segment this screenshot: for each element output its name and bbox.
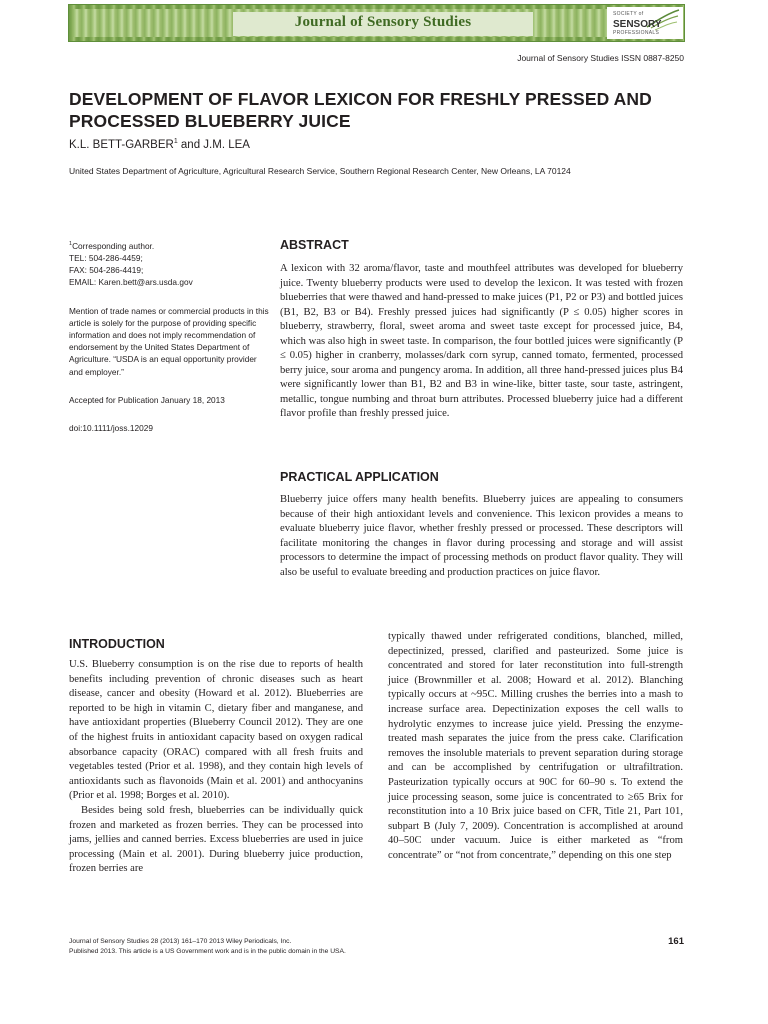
telephone: TEL: 504-286-4459; (69, 252, 143, 263)
abstract-heading: ABSTRACT (280, 238, 349, 252)
author-footnote-marker: 1 (173, 138, 178, 145)
journal-banner (68, 4, 685, 42)
email: EMAIL: Karen.bett@ars.usda.gov (69, 277, 193, 288)
article-sidebar (69, 238, 269, 434)
footer-citation: Journal of Sensory Studies 28 (2013) 161–170 2013 Wiley Periodicals, Inc. (69, 938, 292, 945)
fax: FAX: 504-286-4419; (69, 265, 144, 276)
society-line-3: PROFESSIONALS (613, 30, 660, 36)
author-name-rest: and J.M. LEA (177, 138, 250, 151)
disclaimer: Mention of trade names or commercial products in this article is solely for the purpose of providing specific information and does not imply recommendation of endorsement by the United States Department of Agriculture. “USDA is an equal opportunity provider and employer.” (69, 305, 269, 377)
corresponding-author-label: $^1$Corresponding author. (69, 240, 155, 251)
author-line (69, 138, 250, 151)
page-footer (69, 937, 346, 957)
journal-title-box (233, 12, 533, 36)
abstract-body: A lexicon with 32 aroma/flavor, taste and mouthfeel attributes was developed for blueberry juice. Twenty blueberry products were used to develop the lexicon. It was tested with frozen blueberries that were thawed and hand-pressed to make juices (P1, P2 or P3) and bottled juices (B1, B2, B3 or B4). Freshly pressed juices had significantly (P ≤ 0.05) higher scores in blueberry, strawberry, floral, sweet aroma and sweet taste except for processed juice, B4, which was also high in sweet taste. In comparison, the four bottled juices were significantly (P ≤ 0.05) higher in cranberry, molasses/dark corn syrup, canned tomato, fermented, processed berry juice, sour aroma and pungency aroma. In addition, all three hand-pressed juices plus B4 were significantly lower than B1, B2 and B3 in wine-like, bitter taste, sour taste, astringent, metallic, tongue numbing and throat burn attributes. Processed blueberry juice had a different flavor profile than freshly pressed juice. (280, 263, 683, 420)
intro-paragraph-1: U.S. Blueberry consumption is on the rise due to reports of health benefits including prevention of chronic diseases such as heart disease, cancer and obesity (Howard et al. 2012). Blueberries are reported to be high in vitamin C, dietary fiber and manganese, and have antioxidant properties (Blueberry Council 2012). They are one of the highest fruits in antioxidant capacity based on oxygen radical absorbance capacity (ORAC) compared with all fresh fruits and vegetables tested (Prior et al. 1998), and they contain high levels of antioxidants such as flavonoids (Main et al. 2001) and anthocyanins (Prior et al. 1998; Borges et al. 2010). (69, 659, 363, 802)
introduction-heading: INTRODUCTION (69, 637, 165, 651)
doi: doi:10.1111/joss.12029 (69, 423, 153, 433)
author-name-1: K.L. BETT-GARBER (69, 138, 174, 151)
society-logo (607, 7, 683, 39)
accepted-date: Accepted for Publication January 18, 2013 (69, 394, 225, 405)
corr-footnote-marker: 1 (69, 241, 73, 247)
society-line-2: SENSORY (613, 19, 662, 30)
journal-issn: Journal of Sensory Studies ISSN 0887-8250 (517, 53, 684, 63)
affiliation: United States Department of Agriculture, Agricultural Research Service, Southern Regional Research Center, New Orleans, LA 70124 (69, 166, 571, 176)
page-number: 161 (668, 936, 684, 947)
society-line-1: SOCIETY of (613, 11, 644, 17)
journal-title: Journal of Sensory Studies (294, 14, 472, 30)
intro-paragraph-2: Besides being sold fresh, blueberries can be individually quick frozen and marketed as frozen berries. They can be processed into jams, jellies and canned berries. Excess blueberries are used in juice processing (Main et al. 2001). During blueberry juice production, frozen berries are (69, 804, 363, 875)
intro-paragraph-3: typically thawed under refrigerated conditions, blanched, milled, depectinized, pressed, clarified and pasteurized. Some juice is concentrated and stored for later reconstitution into full-strength juice (Brownmiller et al. 2008; Howard et al. 2012). Blanching typically occurs at ~95C. Milling crushes the berries into a mash to increase surface area. Depectinization exposes the cell walls to hydrolytic enzymes to increase juice yield. Pressing the enzyme-treated mash separates the juice from the press cake. Clarification removes the insoluble materials to prevent separation during storage and can be accomplished by centrifugation or ultrafiltration. Pasteurization typically occurs at 90C for 60–90 s. To extend the juice processing season, some juice is concentrated to ≥65 Brix for reconstitution into a 10 Brix juice based on CFR, Title 21, Part 101, subpart B (July 7, 2009). Concentration is accomplished at around 40–50C under vacuum. Juice is either marketed as “from concentrate” or “not from concentrate,” depending on this one step (388, 631, 683, 861)
body-column-left (69, 658, 363, 877)
body-column-right (388, 630, 683, 864)
banner-texture (73, 9, 680, 37)
article-title: DEVELOPMENT OF FLAVOR LEXICON FOR FRESHLY PRESSED AND PROCESSED BLUEBERRY JUICE (69, 89, 652, 131)
footer-public-domain: Published 2013. This article is a US Government work and is in the public domain in the USA. (69, 948, 346, 955)
practical-application-heading: PRACTICAL APPLICATION (280, 470, 439, 484)
practical-application-body: Blueberry juice offers many health benefits. Blueberry juices are appealing to consumers because of their high antioxidant levels and convenience. This lexicon provides a means to evaluate blueberry juice flavor, whether freshly pressed or processed. These descriptors will facilitate monitoring the changes in flavor during processing and storage and will assist processors to determine the impact of processing methods on product flavor quality. They will also be useful to evaluate breeding and production practices on juice flavor. (280, 494, 683, 578)
